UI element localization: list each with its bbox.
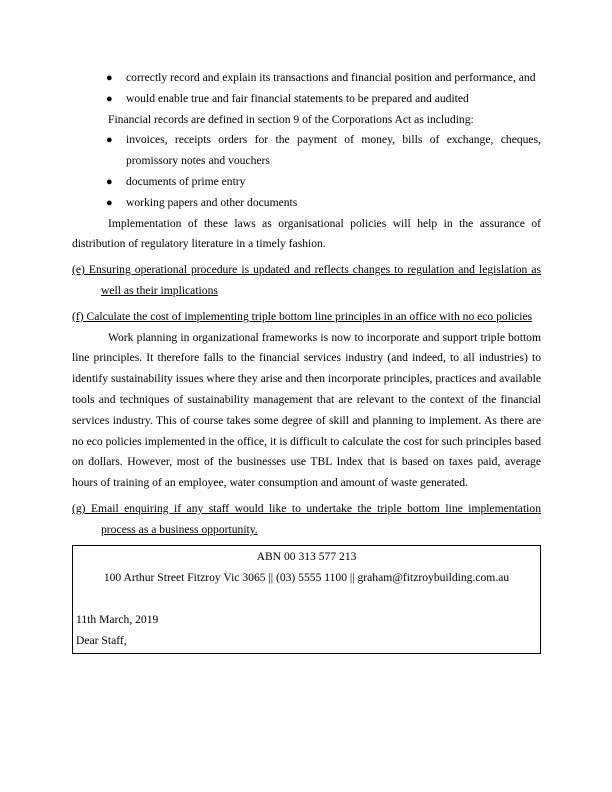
implementation-paragraph: Implementation of these laws as organisational policies will help in the assurance of distribution of regulatory literature in a timely fashion. <box>72 216 541 251</box>
heading-e: (e) Ensuring operational procedure is updated and reflects changes to regulation and legislation as well as their implications <box>72 263 541 297</box>
email-letter-box <box>72 545 541 654</box>
document-page <box>72 68 541 654</box>
heading-f: (f) Calculate the cost of implementing triple bottom line principles in an office with no eco policies <box>72 309 533 323</box>
financial-records-intro: Financial records are defined in section 9 of the Corporations Act as including: <box>108 112 474 126</box>
bullet-text: documents of prime entry <box>126 174 246 188</box>
letter-salutation: Dear Staff, <box>76 633 127 647</box>
bullet-icon: ● <box>106 92 113 105</box>
bullet-text: correctly record and explain its transactions and financial position and performance, and <box>126 71 536 84</box>
letter-date: 11th March, 2019 <box>76 612 159 626</box>
bullet-text: working papers and other documents <box>126 195 298 209</box>
bullet-item <box>72 130 541 172</box>
bullet-item <box>72 89 541 110</box>
bullet-item <box>72 193 541 214</box>
bullet-icon: ● <box>106 175 113 188</box>
bullet-text: would enable true and fair financial statements to be prepared and audited <box>126 91 469 105</box>
heading-g: (g) Email enquiring if any staff would like to undertake the triple bottom line implementation process as a business opportunity. <box>72 501 541 536</box>
abn-line: ABN 00 313 577 213 <box>256 549 357 563</box>
bullet-text: invoices, receipts orders for the payment of money, bills of exchange, cheques, promissory notes and vouchers <box>126 133 541 168</box>
bullet-icon: ● <box>106 196 113 209</box>
bullet-item <box>72 172 541 193</box>
bullet-icon: ● <box>106 134 113 147</box>
address-line: 100 Arthur Street Fitzroy Vic 3065 || (03) 5555 1100 || graham@fitzroybuilding.com.au <box>103 570 510 584</box>
bullet-item <box>72 68 541 89</box>
body-paragraph-f: Work planning in organizational frameworks is now to incorporate and support triple bottom line principles. It therefore falls to the financial services industry (and indeed, to all industries) to identify sustainability issues where they arise and then incorporate principles, practices and available tools and techniques of sustainability management that are relevant to the context of the financial services industry. This of course takes some degree of skill and planning to implement. As there are no eco policies implemented in the office, it is difficult to calculate the cost for such principles based on dollars. However, most of the businesses use TBL Index that is based on taxes paid, average hours of training of an employee, water consumption and amount of waste generated. <box>72 330 541 490</box>
bullet-icon: ● <box>106 72 113 84</box>
